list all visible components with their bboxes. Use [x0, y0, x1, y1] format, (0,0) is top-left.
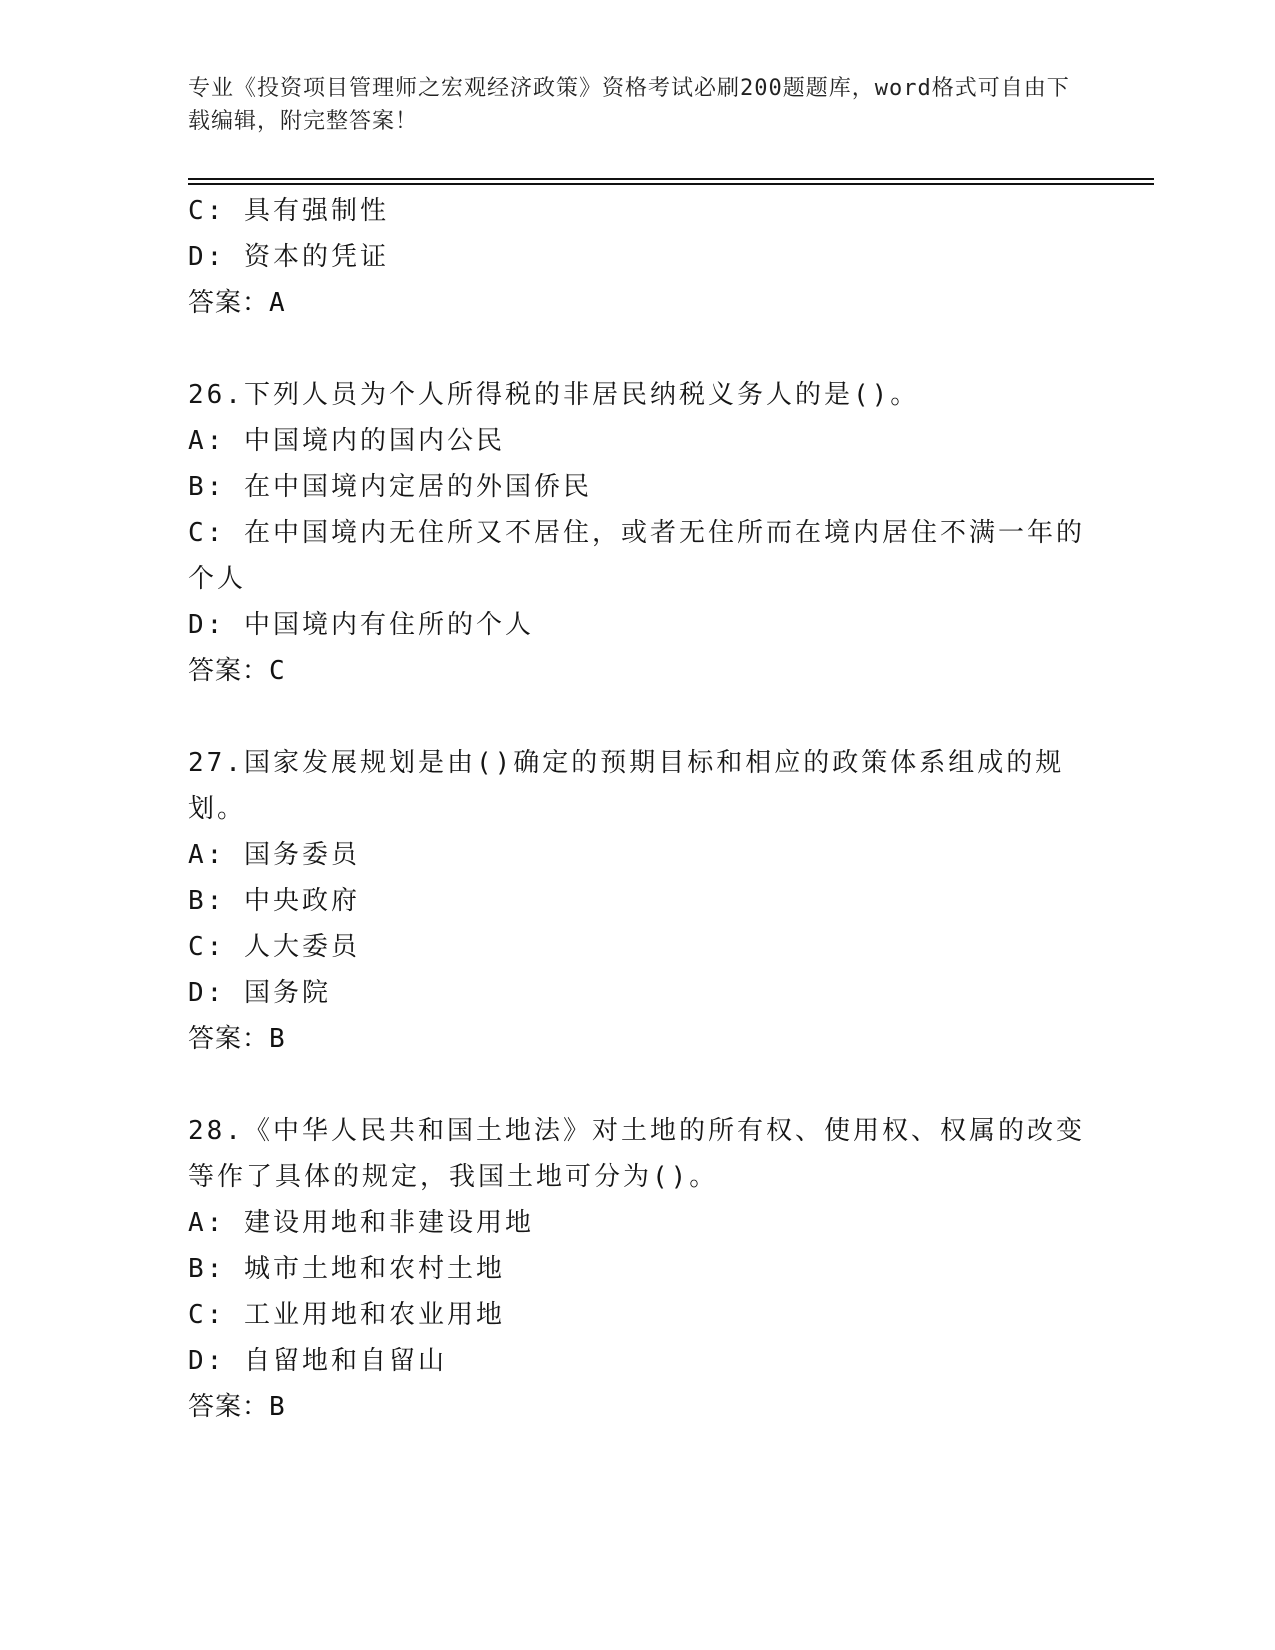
question-list: [188, 188, 1088, 1430]
header-rule-bottom: [188, 183, 1154, 185]
option-b: B: 中央政府: [188, 886, 360, 916]
option-c: C: 具有强制性: [188, 196, 389, 226]
question-stem: 26.下列人员为个人所得税的非居民纳税义务人的是()。: [188, 380, 920, 410]
option-a: A: 建设用地和非建设用地: [188, 1208, 534, 1238]
question-27: [188, 740, 1088, 1062]
question-28: [188, 1108, 1088, 1430]
option-b: B: 城市土地和农村土地: [188, 1254, 505, 1284]
option-c: C: 人大委员: [188, 932, 360, 962]
prev-question-block: [188, 188, 1088, 326]
option-c: C: 工业用地和农业用地: [188, 1300, 505, 1330]
option-d: D: 资本的凭证: [188, 242, 389, 272]
question-stem: 27.国家发展规划是由()确定的预期目标和相应的政策体系组成的规划。: [188, 748, 1065, 824]
answer-line: 答案：C: [188, 656, 286, 686]
question-26: [188, 372, 1088, 694]
option-c: C: 在中国境内无住所又不居住，或者无住所而在境内居住不满一年的个人: [188, 518, 1085, 594]
answer-line: 答案：B: [188, 1024, 286, 1054]
option-a: A: 中国境内的国内公民: [188, 426, 505, 456]
option-d: D: 中国境内有住所的个人: [188, 610, 534, 640]
option-b: B: 在中国境内定居的外国侨民: [188, 472, 592, 502]
answer-line: 答案：A: [188, 288, 286, 318]
header-rule-top: [188, 178, 1154, 180]
answer-line: 答案：B: [188, 1392, 286, 1422]
document-header: 专业《投资项目管理师之宏观经济政策》资格考试必刷200题题库，word格式可自由下载编辑，附完整答案！: [188, 76, 1070, 134]
option-d: D: 国务院: [188, 978, 331, 1008]
question-stem: 28.《中华人民共和国土地法》对土地的所有权、使用权、权属的改变等作了具体的规定，我国土地可分为()。: [188, 1116, 1085, 1192]
option-a: A: 国务委员: [188, 840, 360, 870]
option-d: D: 自留地和自留山: [188, 1346, 447, 1376]
